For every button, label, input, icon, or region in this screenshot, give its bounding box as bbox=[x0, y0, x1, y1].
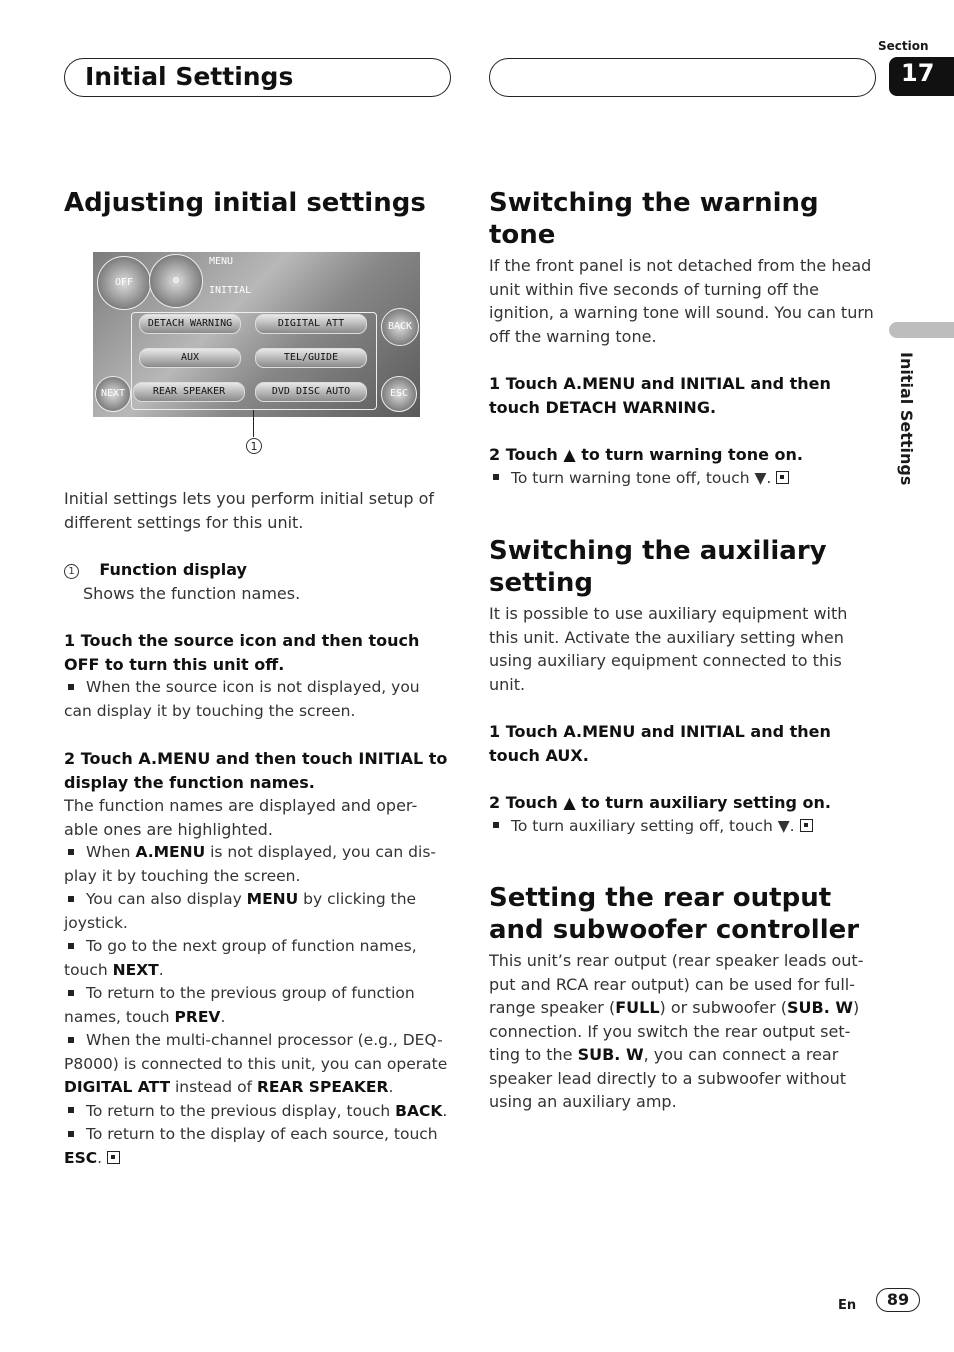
initial-menu-screenshot bbox=[93, 252, 420, 417]
header-title-box bbox=[64, 58, 451, 97]
function-display-desc: Shows the function names. bbox=[83, 583, 301, 603]
warning-body: If the front panel is not detached from the head unit within five seconds of turning off the ignition, a warning tone will sound. You can turn off the warning tone. bbox=[489, 256, 874, 346]
next-button-image: NEXT bbox=[95, 376, 131, 412]
note-esc: To return to the display of each source, touch ESC. bbox=[64, 1125, 438, 1167]
note-menu: You can also display MENU by clicking the joystick. bbox=[64, 890, 417, 932]
heading-warning-tone: Switching the warning tone bbox=[489, 188, 819, 250]
back-button-image: BACK bbox=[381, 308, 419, 346]
end-mark-icon bbox=[107, 1151, 120, 1164]
section-label: Section bbox=[878, 39, 929, 53]
esc-button-image: ESC bbox=[381, 376, 417, 412]
warning-step1: 1 Touch A.MENU and INITIAL and then touch DETACH WARNING. bbox=[489, 374, 831, 417]
callout-ref-1: 1 bbox=[64, 564, 79, 579]
initial-label: INITIAL bbox=[209, 285, 252, 296]
section-number: 17 bbox=[889, 57, 954, 96]
rear-speaker-image: REAR SPEAKER bbox=[133, 382, 245, 402]
menu-label: MENU bbox=[209, 256, 234, 267]
header-title: Initial Settings bbox=[85, 62, 294, 91]
header-right-box bbox=[489, 58, 876, 97]
heading-auxiliary: Switching the auxiliary setting bbox=[489, 536, 827, 598]
detach-warning-image: DETACH WARNING bbox=[139, 314, 241, 334]
note-back: To return to the previous display, touch BACK. bbox=[64, 1100, 449, 1124]
end-mark-icon bbox=[800, 819, 813, 832]
note-amenu: When A.MENU is not displayed, you can dis-play it by touching the screen. bbox=[64, 843, 436, 885]
step2: 2 Touch A.MENU and then touch INITIAL to display the function names. bbox=[64, 749, 448, 792]
aux-note: To turn auxiliary setting off, touch ▼. bbox=[511, 816, 795, 835]
note-prev: To return to the previous group of function names, touch PREV. bbox=[64, 984, 415, 1026]
step1: 1 Touch the source icon and then touch OFF to turn this unit off. bbox=[64, 631, 420, 674]
callout-line bbox=[253, 410, 254, 437]
aux-step2: 2 Touch ▲ to turn auxiliary setting on. bbox=[489, 793, 831, 812]
warning-note: To turn warning tone off, touch ▼. bbox=[511, 468, 772, 487]
note-processor: When the multi-channel processor (e.g., DEQ-P8000) is connected to this unit, you can operate DIGITAL ATT instead of REAR SPEAKER. bbox=[64, 1031, 448, 1096]
page-number: 89 bbox=[876, 1288, 920, 1312]
footer-language: En bbox=[838, 1298, 857, 1313]
heading-rear-output: Setting the rear output and subwoofer controller bbox=[489, 883, 860, 945]
aux-step1: 1 Touch A.MENU and INITIAL and then touch AUX. bbox=[489, 722, 831, 765]
side-tab-label: Initial Settings bbox=[897, 352, 916, 486]
function-display-title: Function display bbox=[99, 560, 247, 579]
rear-body: This unit’s rear output (rear speaker leads out-put and RCA rear output) can be used for full-range speaker (FULL) or subwoofer (SUB. W) connection. If you switch the rear output set-ting to the SUB. W, you can connect a rear speaker lead directly to a subwoofer without using an auxiliary amp. bbox=[489, 951, 864, 1111]
off-button-image: OFF bbox=[97, 256, 151, 310]
gear-icon: ⚙ bbox=[149, 254, 203, 308]
step2-body: The function names are displayed and oper-able ones are highlighted. bbox=[64, 796, 418, 839]
heading-adjusting: Adjusting initial settings bbox=[64, 188, 426, 218]
dvd-disc-auto-image: DVD DISC AUTO bbox=[255, 382, 367, 402]
step1-note: When the source icon is not displayed, you can display it by touching the screen. bbox=[64, 678, 420, 720]
aux-image: AUX bbox=[139, 348, 241, 368]
callout-1: 1 bbox=[246, 438, 262, 454]
end-mark-icon bbox=[776, 471, 789, 484]
side-tab-marker bbox=[889, 322, 954, 338]
aux-body: It is possible to use auxiliary equipment with this unit. Activate the auxiliary setting when using auxiliary equipment connected to this unit. bbox=[489, 604, 848, 694]
warning-step2: 2 Touch ▲ to turn warning tone on. bbox=[489, 445, 803, 464]
intro-text: Initial settings lets you perform initial setup of different settings for this unit. bbox=[64, 489, 435, 532]
digital-att-image: DIGITAL ATT bbox=[255, 314, 367, 334]
tel-guide-image: TEL/GUIDE bbox=[255, 348, 367, 368]
note-next: To go to the next group of function names, touch NEXT. bbox=[64, 937, 417, 979]
